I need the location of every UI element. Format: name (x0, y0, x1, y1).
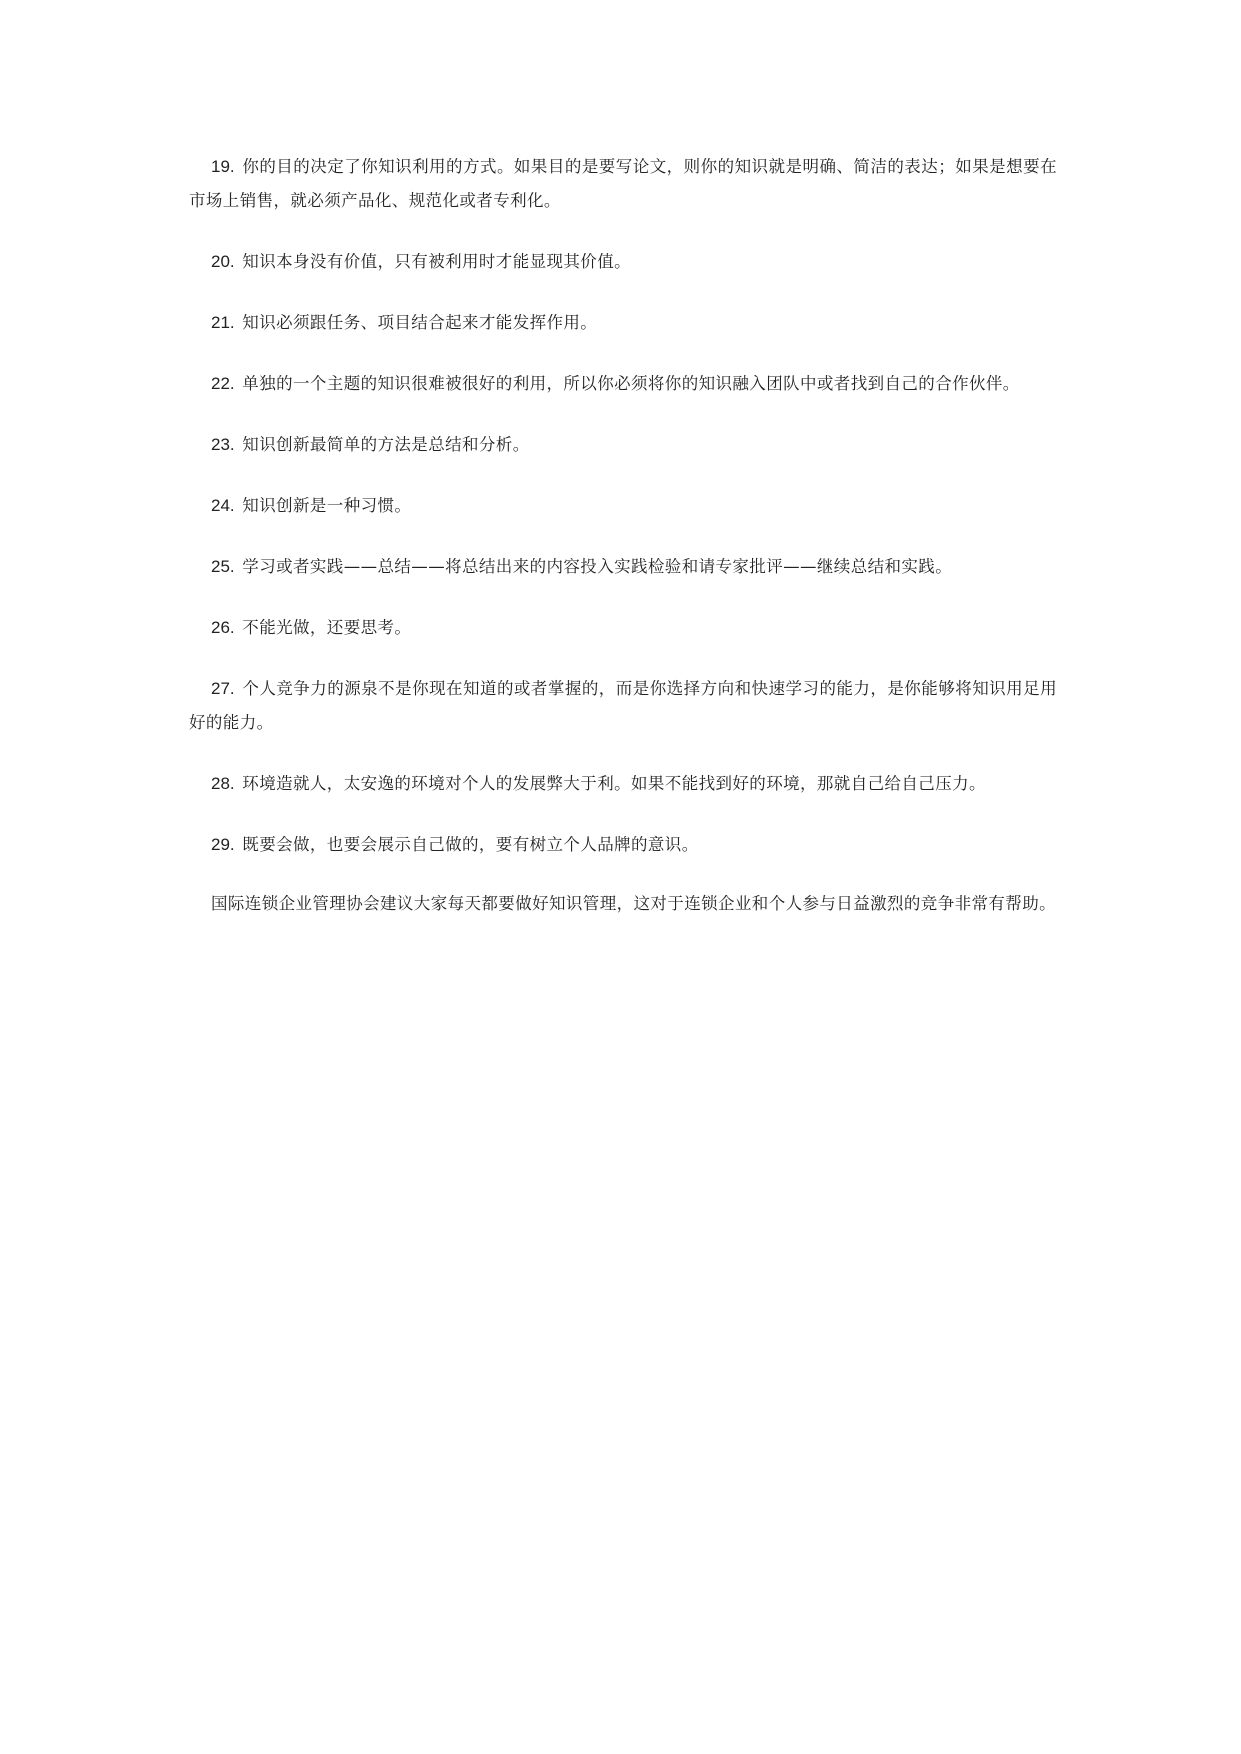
item-number: 26. (211, 618, 235, 637)
item-text: 单独的一个主题的知识很难被很好的利用，所以你必须将你的知识融入团队中或者找到自己的合作伙伴。 (242, 374, 1020, 393)
item-number: 28. (211, 774, 235, 793)
list-item-25 (189, 550, 1057, 584)
list-item-21 (189, 306, 1057, 340)
item-number: 29. (211, 835, 235, 854)
item-text: 不能光做，还要思考。 (242, 618, 412, 637)
item-text: 既要会做，也要会展示自己做的，要有树立个人品牌的意识。 (242, 835, 699, 854)
list-item-26 (189, 611, 1057, 645)
list-item-27 (189, 672, 1057, 740)
closing-paragraph: 国际连锁企业管理协会建议大家每天都要做好知识管理，这对于连锁企业和个人参与日益激烈的竞争非常有帮助。 (211, 894, 1056, 913)
list-item-29 (189, 828, 1057, 862)
item-number: 22. (211, 374, 235, 393)
list-item-22 (189, 367, 1057, 401)
item-number: 25. (211, 557, 235, 576)
item-text: 你的目的决定了你知识利用的方式。如果目的是要写论文，则你的知识就是明确、简洁的表达；如果是想要在市场上销售，就必须产品化、规范化或者专利化。 (189, 157, 1057, 210)
item-text: 知识本身没有价值，只有被利用时才能显现其价值。 (242, 252, 631, 271)
item-text: 个人竞争力的源泉不是你现在知道的或者掌握的，而是你选择方向和快速学习的能力，是你能够将知识用足用好的能力。 (189, 679, 1057, 732)
list-item-24 (189, 489, 1057, 523)
item-text: 知识创新最简单的方法是总结和分析。 (242, 435, 530, 454)
document-body (189, 150, 1057, 948)
list-item-20 (189, 245, 1057, 279)
item-text: 知识创新是一种习惯。 (242, 496, 412, 515)
list-item-23 (189, 428, 1057, 462)
item-number: 27. (211, 679, 235, 698)
item-text: 学习或者实践——总结——将总结出来的内容投入实践检验和请专家批评——继续总结和实践。 (242, 557, 953, 576)
item-number: 20. (211, 252, 235, 271)
item-number: 21. (211, 313, 235, 332)
item-number: 23. (211, 435, 235, 454)
item-text: 知识必须跟任务、项目结合起来才能发挥作用。 (242, 313, 598, 332)
item-number: 24. (211, 496, 235, 515)
item-number: 19. (211, 157, 235, 176)
item-text: 环境造就人，太安逸的环境对个人的发展弊大于利。如果不能找到好的环境，那就自己给自己压力。 (242, 774, 986, 793)
list-item-19 (189, 150, 1057, 218)
list-item-28 (189, 767, 1057, 801)
